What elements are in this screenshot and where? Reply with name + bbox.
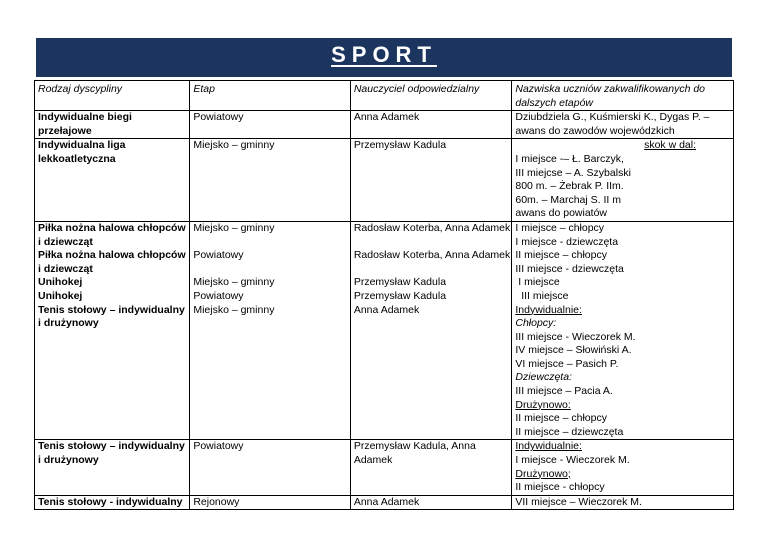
students-cell: Indywidualnie: I miejsce - Wieczorek M. Drużynowo; II miejsce - chłopcy (512, 440, 734, 495)
page-title: SPORT (331, 42, 437, 67)
table-header-row (35, 81, 734, 111)
student-line: III miejcse – A. Szybalski (515, 166, 631, 179)
teacher-cell: Anna Adamek (350, 495, 512, 510)
stage-cell: Powiatowy (190, 111, 351, 139)
header-discipline: Rodzaj dyscypliny (35, 81, 190, 111)
discipline-cell: Tenis stołowy – indywidualny i drużynowy (35, 440, 190, 495)
student-line: I miejsce -– Ł. Barczyk, (515, 152, 624, 165)
stage-cell: Miejsko – gminny (190, 139, 351, 222)
table-row (35, 495, 734, 510)
teacher-cell: Anna Adamek (350, 111, 512, 139)
header-students: Nazwiska uczniów zakwalifikowanych do dalszych etapów (512, 81, 734, 111)
stage-cell: Miejsko – gminny Powiatowy Miejsko – gminny Powiatowy Miejsko – gminny (190, 221, 351, 440)
teacher-cell: Przemysław Kadula (350, 139, 512, 222)
student-line: 800 m. – Żebrak P. IIm. (515, 180, 624, 193)
table-row (35, 111, 734, 139)
students-cell: I miejsce – chłopcy I miejsce - dziewczęta II miejsce – chłopcy III miejsce - dziewczęta I miejsce III miejsce Indywidualnie: Chłopcy: III miejsce - Wieczorek M. IV miejsce – Słowiński A. VI miejsce – Pasich P. Dziewczęta: III miejsce – Pacia A. Drużynowo: II miejsce – chłopcy II miejsce – dziewczęta (512, 221, 734, 440)
student-line: awans do zawodów wojewódzkich (515, 124, 675, 137)
table-row (35, 139, 734, 222)
header-teacher: Nauczyciel odpowiedzialny (350, 81, 512, 111)
stage-cell: Rejonowy (190, 495, 351, 510)
student-line: skok w dal: (644, 139, 696, 152)
students-cell (512, 111, 734, 139)
discipline-cell: Indywidualne biegi przełajowe (35, 111, 190, 139)
table-row (35, 440, 734, 495)
discipline-cell: Piłka nożna halowa chłopców i dziewcząt Piłka nożna halowa chłopców i dziewcząt Unihokej Unihokej Tenis stołowy – indywidualny i drużynowy (35, 221, 190, 440)
discipline-cell: Indywidualna liga lekkoatletyczna (35, 139, 190, 222)
title-banner (36, 38, 732, 77)
student-line: Dziubdziela G., Kuśmierski K., Dygas P. – (515, 111, 710, 124)
student-line: 60m. – Marchaj S. II m (515, 193, 621, 206)
sport-results-table (34, 80, 734, 510)
table-row (35, 221, 734, 440)
student-line: awans do powiatów (515, 207, 607, 220)
discipline-cell: Tenis stołowy - indywidualny (35, 495, 190, 510)
students-cell (512, 139, 734, 222)
teacher-cell: Radosław Koterba, Anna Adamek Radosław Koterba, Anna Adamek Przemysław Kadula Przemysław Kadula Anna Adamek (350, 221, 512, 440)
students-cell: VII miejsce – Wieczorek M. (512, 495, 734, 510)
teacher-cell: Przemysław Kadula, Anna Adamek (350, 440, 512, 495)
stage-cell: Powiatowy (190, 440, 351, 495)
header-stage: Etap (190, 81, 351, 111)
